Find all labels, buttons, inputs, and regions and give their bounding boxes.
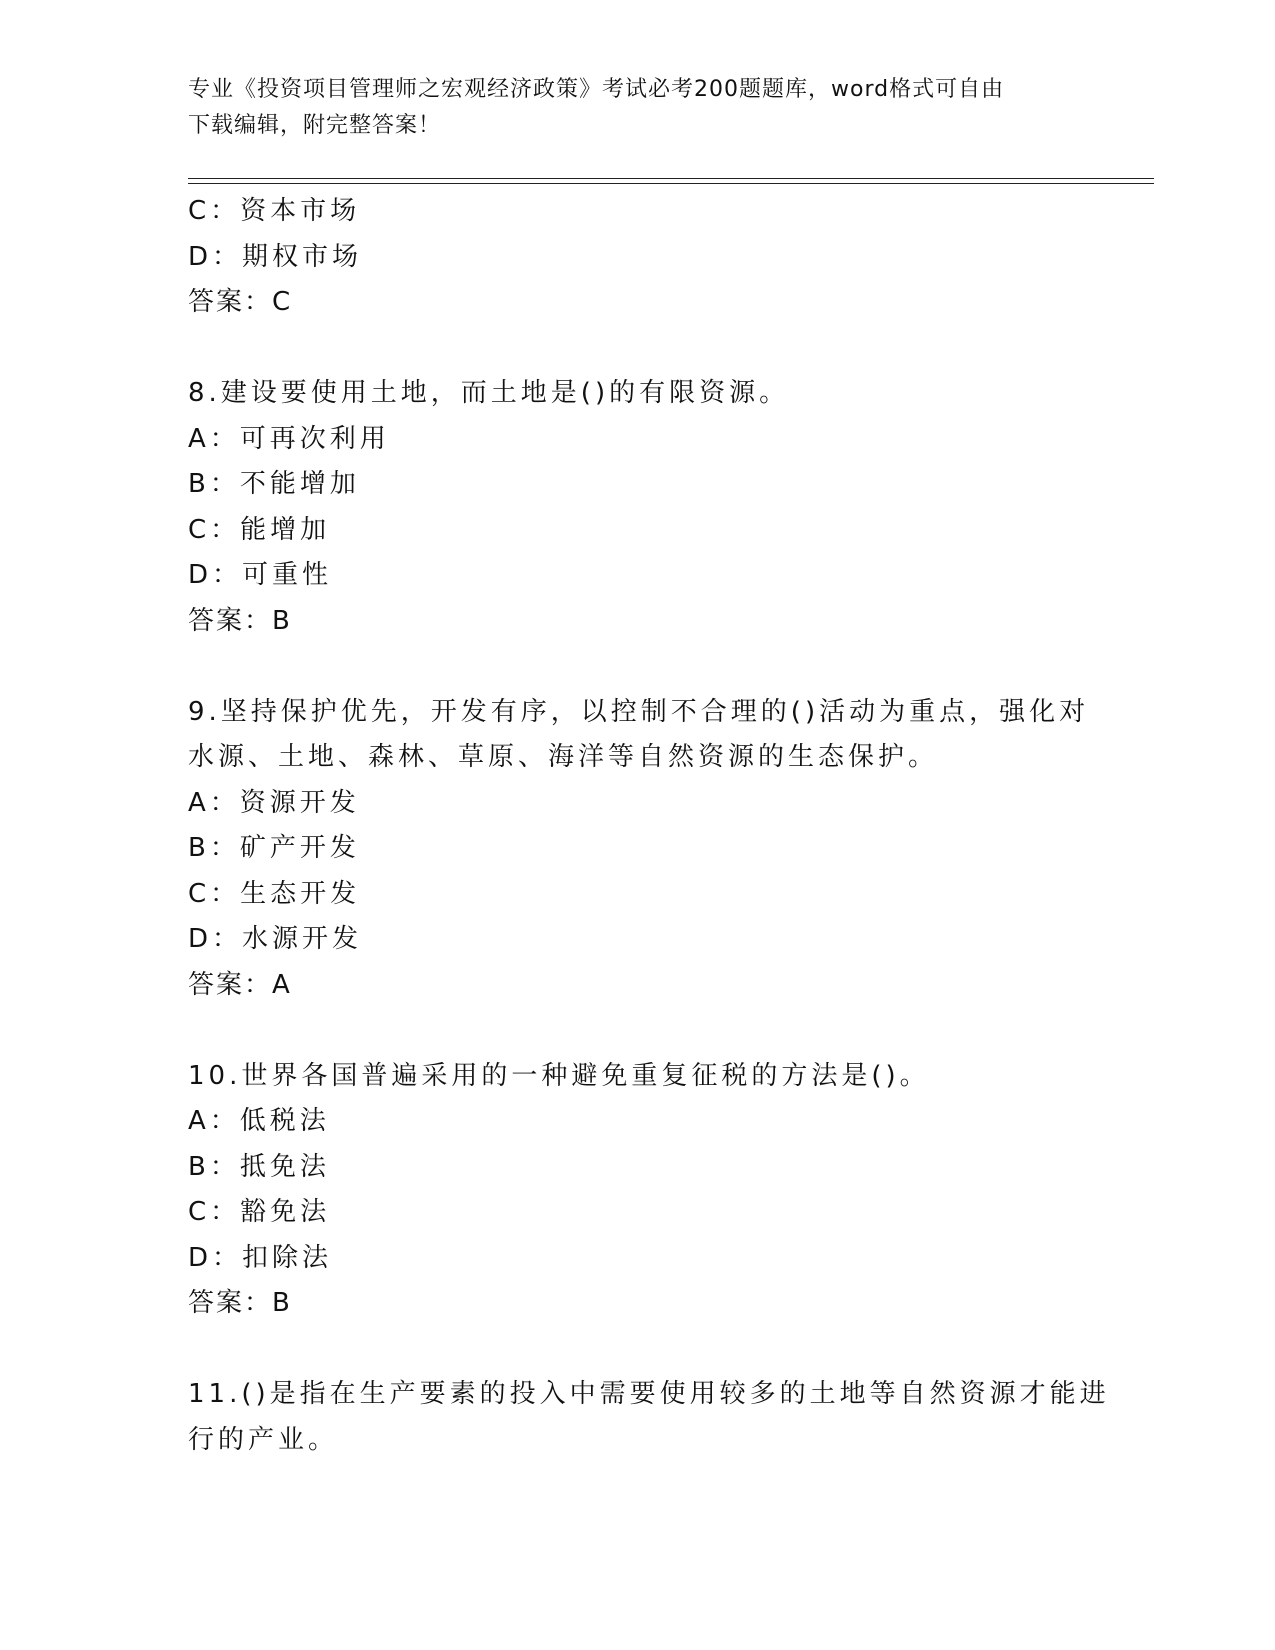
- question-9: [188, 690, 1088, 1009]
- header-line-2: 下载编辑，附完整答案！: [188, 113, 442, 138]
- question-stem: 10.世界各国普遍采用的一种避免重复征税的方法是()。: [188, 1060, 930, 1091]
- option-c: C：生态开发: [188, 878, 361, 909]
- option-a: A：低税法: [188, 1106, 330, 1136]
- option-d: D：水源开发: [188, 924, 363, 954]
- option-b: B：抵免法: [188, 1151, 330, 1182]
- option-d: D：期权市场: [188, 241, 363, 272]
- question-stem-line-1: 9.坚持保护优先，开发有序，以控制不合理的()活动为重点，强化对: [188, 696, 1090, 727]
- answer: 答案：B: [188, 1288, 292, 1318]
- spacer: [188, 1327, 1088, 1373]
- option-c: C：能增加: [188, 514, 331, 545]
- spacer: [188, 644, 1088, 690]
- answer: 答案：A: [188, 969, 292, 1000]
- document-header: [188, 72, 1068, 144]
- header-divider-top: [188, 178, 1154, 179]
- question-10: [188, 1054, 1088, 1327]
- option-b: B：不能增加: [188, 469, 360, 499]
- question-stem-line-1: 11.()是指在生产要素的投入中需要使用较多的土地等自然资源才能进: [188, 1379, 1110, 1409]
- option-a: A：资源开发: [188, 787, 360, 818]
- option-d: D：扣除法: [188, 1242, 333, 1273]
- option-a: A：可再次利用: [188, 423, 390, 454]
- question-stem: 8.建设要使用土地，而土地是()的有限资源。: [188, 378, 790, 408]
- question-stem-line-2: 行的产业。: [188, 1424, 339, 1455]
- spacer: [188, 1008, 1088, 1054]
- question-fragment: [188, 189, 1088, 326]
- option-d: D：可重性: [188, 560, 333, 590]
- question-stem-line-2: 水源、土地、森林、草原、海洋等自然资源的生态保护。: [188, 742, 939, 772]
- option-c: C：豁免法: [188, 1197, 331, 1227]
- answer: 答案：C: [188, 287, 293, 317]
- option-c: C：资本市场: [188, 196, 361, 226]
- spacer: [188, 326, 1088, 372]
- header-line-1: 专业《投资项目管理师之宏观经济政策》考试必考200题题库，word格式可自由: [188, 77, 1005, 102]
- question-8: [188, 371, 1088, 644]
- question-11: [188, 1372, 1110, 1463]
- question-list: [188, 189, 1110, 1463]
- header-divider-bottom: [188, 183, 1154, 184]
- option-b: B：矿产开发: [188, 833, 360, 863]
- answer: 答案：B: [188, 605, 292, 636]
